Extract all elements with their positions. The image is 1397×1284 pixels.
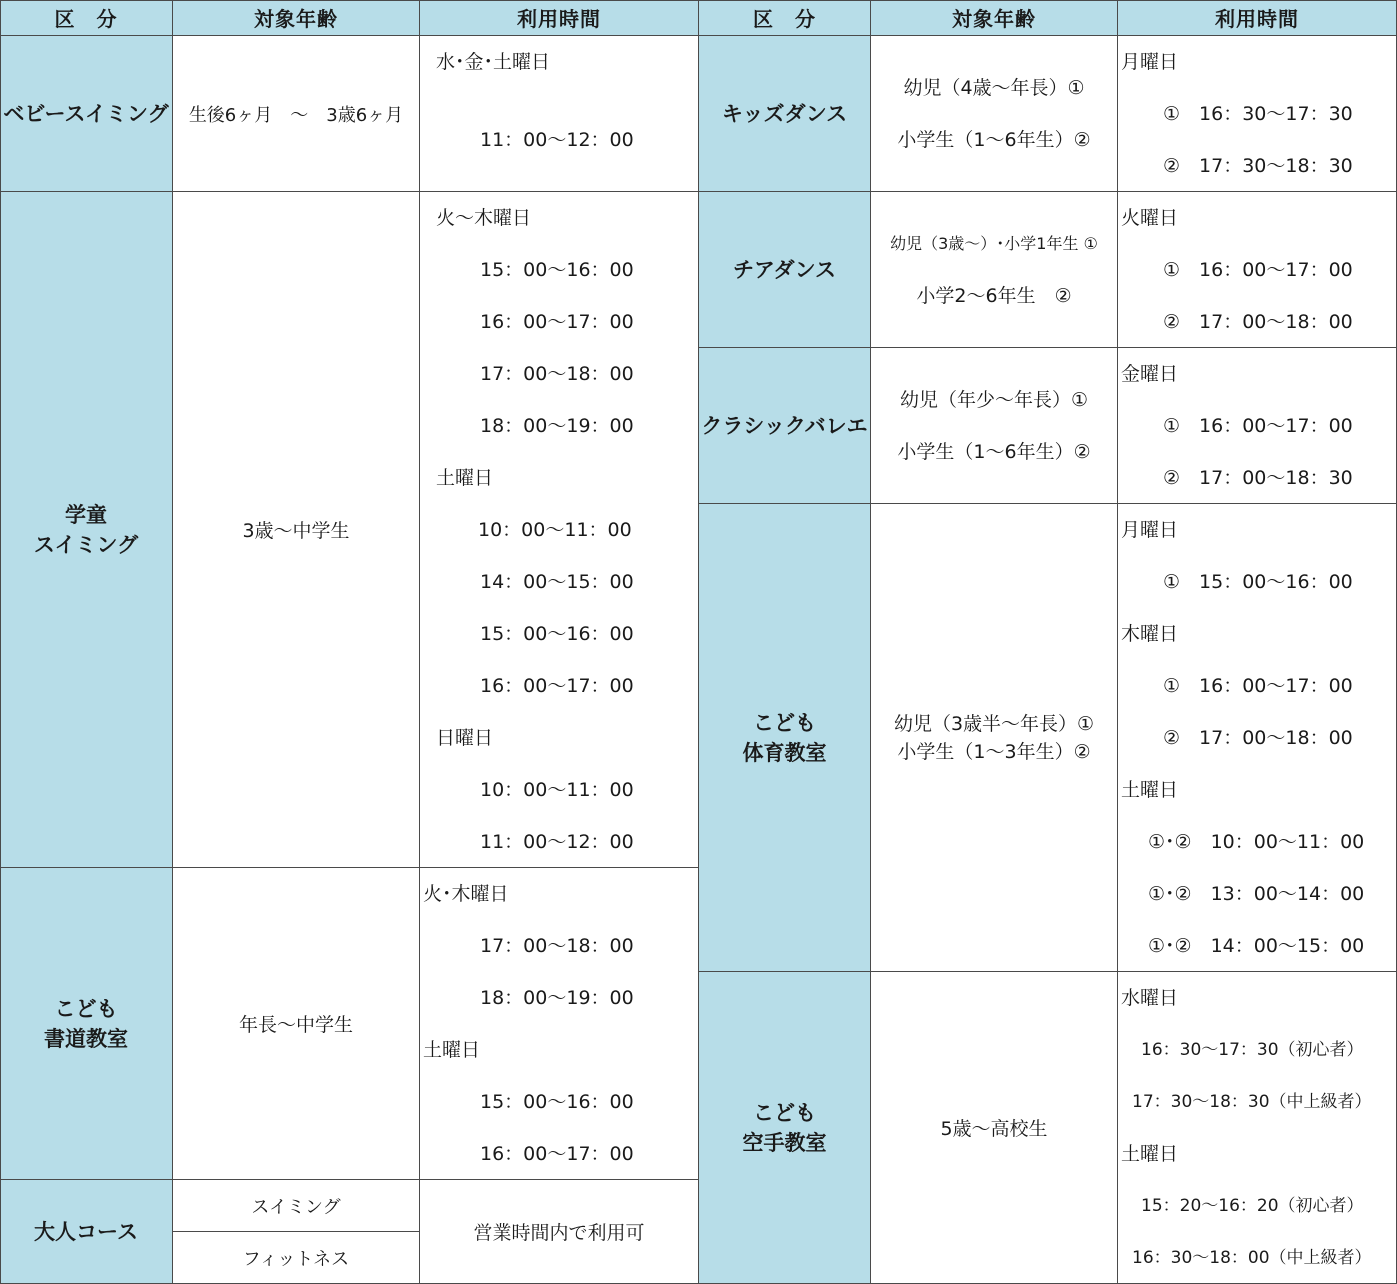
category-label-line1: こども [54, 996, 118, 1021]
age-label: 3歳～中学生 [242, 520, 350, 542]
time-slot: 17：30～18：30（中上級者） [1132, 1092, 1372, 1112]
time-slot: 18：00～19：00 [480, 415, 634, 437]
day-label: 木曜日 [1121, 623, 1179, 645]
age-kids-pe [871, 504, 1118, 972]
category-gakudo-swimming [0, 192, 173, 868]
age-label: 年長～中学生 [238, 1014, 353, 1036]
time-cheer-dance [1118, 192, 1397, 348]
time-slot: 11：00～12：00 [480, 831, 634, 853]
category-baby-swimming [0, 36, 173, 192]
age-line: 小学生（1～6年生）② [897, 440, 1091, 463]
age-label: 5歳～高校生 [940, 1118, 1048, 1140]
header-age-right: 対象年齢 [871, 0, 1118, 36]
age-kids-dance [871, 36, 1118, 192]
time-slot: ①･② 13：00～14：00 [1148, 883, 1365, 905]
age-gakudo-swimming [173, 192, 420, 868]
header-time-left: 利用時間 [420, 0, 699, 36]
time-slot: ② 17：00～18：00 [1163, 727, 1353, 749]
header-age-left: 対象年齢 [173, 0, 420, 36]
category-kids-karate [699, 972, 871, 1284]
age-kids-karate [871, 972, 1118, 1284]
day-label: 火･木曜日 [423, 883, 509, 905]
time-slot: 15：00～16：00 [480, 623, 634, 645]
day-label: 土曜日 [1121, 779, 1179, 801]
category-label: クラシックバレエ [701, 413, 868, 438]
category-label: チアダンス [732, 257, 837, 282]
time-classic-ballet [1118, 348, 1397, 504]
category-label-line2: 書道教室 [44, 1026, 128, 1051]
age-line: 幼児（3歳半～年長）① [893, 712, 1095, 735]
time-slot: 10：00～11：00 [480, 779, 634, 801]
time-baby-swimming [420, 36, 699, 192]
day-label: 土曜日 [436, 467, 494, 489]
adult-sub-swimming [173, 1180, 420, 1232]
time-slot: 10：00～11：00 [478, 519, 632, 541]
time-slot: ①･② 14：00～15：00 [1148, 935, 1365, 957]
time-slot: ① 15：00～16：00 [1163, 571, 1353, 593]
time-slot: ② 17：00～18：00 [1163, 311, 1353, 333]
time-slot: 16：00～17：00 [480, 675, 634, 697]
time-slot: ① 16：00～17：00 [1163, 259, 1353, 281]
day-label: 金曜日 [1121, 363, 1179, 385]
age-baby-swimming [173, 36, 420, 192]
time-slot: ① 16：00～17：00 [1163, 415, 1353, 437]
time-slot: 16：00～17：00 [480, 311, 634, 333]
age-line: 小学生（1～3年生）② [897, 740, 1091, 763]
header-category-right: 区 分 [699, 0, 871, 36]
time-slot: 18：00～19：00 [480, 987, 634, 1009]
time-kids-karate [1118, 972, 1397, 1284]
time-adult-course [420, 1180, 699, 1284]
age-label: 生後6ヶ月 ～ 3歳6ヶ月 [188, 104, 404, 126]
category-adult-course [0, 1180, 173, 1284]
time-slot: ② 17：00～18：30 [1163, 467, 1353, 489]
time-kids-calligraphy [420, 868, 699, 1180]
day-label: 月曜日 [1121, 519, 1179, 541]
header-time-right: 利用時間 [1118, 0, 1397, 36]
day-label: 日曜日 [436, 727, 494, 749]
time-slot: 11：00～12：00 [480, 129, 634, 151]
day-label: 土曜日 [423, 1039, 481, 1061]
sub-label: フィットネス [242, 1248, 350, 1270]
day-label: 火曜日 [1121, 207, 1179, 229]
age-line: 小学2～6年生 ② [916, 284, 1072, 307]
category-label: ベビースイミング [3, 101, 169, 126]
category-label-line1: こども [753, 1100, 816, 1125]
category-classic-ballet [699, 348, 871, 504]
category-label-line1: こども [753, 710, 816, 735]
age-line: 幼児（4歳～年長）① [903, 76, 1085, 99]
time-slot: 16：00～17：00 [480, 1143, 634, 1165]
category-label: キッズダンス [721, 101, 848, 126]
day-label: 火～木曜日 [436, 207, 532, 229]
time-slot: 14：00～15：00 [480, 571, 634, 593]
category-label-line2: スイミング [33, 532, 139, 557]
category-label-line2: 空手教室 [742, 1130, 827, 1155]
time-label: 営業時間内で利用可 [473, 1222, 645, 1244]
time-slot: 15：20～16：20（初心者） [1141, 1196, 1364, 1216]
time-slot: ①･② 10：00～11：00 [1148, 831, 1365, 853]
category-kids-pe [699, 504, 871, 972]
time-slot: 17：00～18：00 [480, 363, 634, 385]
category-label-line2: 体育教室 [742, 740, 827, 765]
day-label: 水･金･土曜日 [436, 51, 551, 73]
category-kids-dance [699, 36, 871, 192]
time-kids-pe [1118, 504, 1397, 972]
category-cheer-dance [699, 192, 871, 348]
time-slot: 16：30～18：00（中上級者） [1132, 1248, 1372, 1268]
age-line: 幼児（年少～年長）① [899, 388, 1089, 411]
age-line: 小学生（1～6年生）② [897, 128, 1091, 151]
time-slot: 17：00～18：00 [480, 935, 634, 957]
time-slot: ② 17：30～18：30 [1163, 155, 1353, 177]
header-category-left: 区 分 [0, 0, 173, 36]
age-cheer-dance [871, 192, 1118, 348]
sub-label: スイミング [251, 1196, 341, 1218]
age-line: 幼児（3歳～）･小学1年生 ① [890, 233, 1098, 253]
time-slot: 15：00～16：00 [480, 259, 634, 281]
category-label-line1: 学童 [65, 502, 107, 527]
age-kids-calligraphy [173, 868, 420, 1180]
day-label: 土曜日 [1121, 1143, 1179, 1165]
category-kids-calligraphy [0, 868, 173, 1180]
age-classic-ballet [871, 348, 1118, 504]
category-label: 大人コース [34, 1219, 138, 1244]
time-kids-dance [1118, 36, 1397, 192]
time-slot: 15：00～16：00 [480, 1091, 634, 1113]
day-label: 月曜日 [1121, 51, 1179, 73]
time-slot: ① 16：00～17：00 [1163, 675, 1353, 697]
time-slot: 16：30～17：30（初心者） [1141, 1040, 1364, 1060]
time-slot: ① 16：30～17：30 [1163, 103, 1353, 125]
time-gakudo-swimming [420, 192, 699, 868]
day-label: 水曜日 [1121, 987, 1179, 1009]
adult-sub-fitness [173, 1232, 420, 1284]
